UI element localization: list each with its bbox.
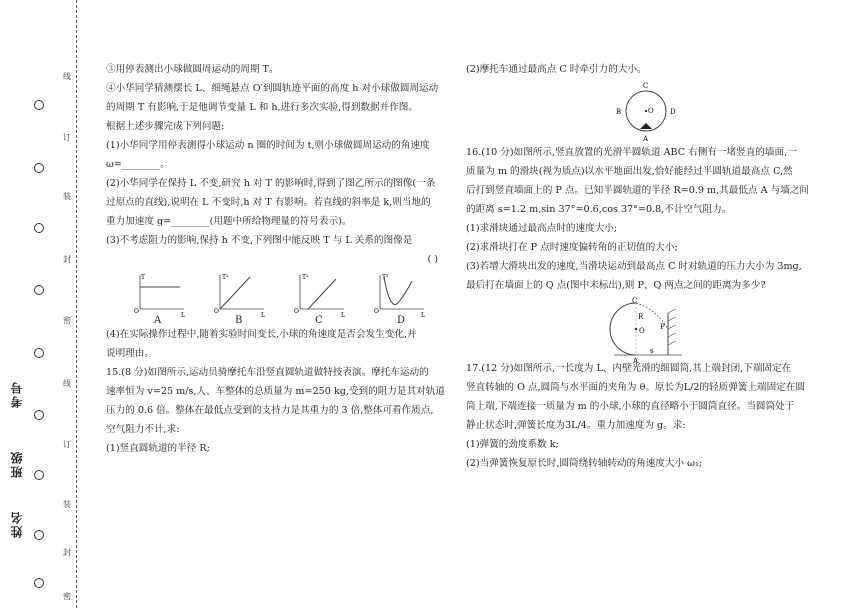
binding-char: 封: [63, 255, 71, 264]
left-column: [106, 60, 456, 458]
text-line: (2)小华同学在保持 L 不变,研究 h 对 T 的影响时,得到了图乙所示的图像(一条: [106, 178, 436, 189]
field-name: 姓名: [10, 510, 24, 538]
fig15-label-c: C: [643, 82, 649, 90]
text-line: (3)若增大滑块出发的速度,当滑块运动到最高点 C 时对轨道的压力大小为 3mg,: [466, 261, 802, 272]
binding-hole: [34, 410, 44, 420]
text-line: (2)当弹簧恢复原长时,圆筒绕转轴转动的角速度大小 ω₁;: [466, 458, 703, 469]
figure-15: [466, 79, 818, 143]
text-line: [466, 378, 818, 397]
fig15-label-a: A: [643, 135, 649, 143]
binding-hole: [34, 163, 44, 173]
text-fragment: 的轻质弹簧上端固定在圆: [699, 382, 805, 393]
binding-char: 订: [63, 440, 71, 449]
text-line: (4)在实际操作过程中,随着实验时间变长,小球的角速度是否会发生变化,并: [106, 329, 417, 340]
text-line: 质量为 m 的滑块(视为质点)以水平地面出发,恰好能经过半圆轨道最高点 C,然: [466, 166, 793, 177]
graph-d-label: D: [397, 315, 406, 326]
binding-char: 线: [63, 379, 71, 388]
text-line: (2)求滑块打在 P 点时速度偏转角的正切值的大小;: [466, 242, 678, 253]
text-line: 的距离 s=1.2 m,sin 37°=0.6,cos 37°=0.8,不计空气阻力。: [466, 204, 732, 215]
fig16-label-c: C: [632, 297, 638, 305]
text-line: 说明理由。: [106, 348, 154, 359]
binding-hole: [34, 348, 44, 358]
fig15-label-b: B: [616, 108, 622, 116]
binding-char: 订: [63, 133, 71, 142]
text-line: ③用停表测出小球做圆周运动的周期 T。: [106, 64, 279, 75]
fig15-label-o: O: [648, 107, 654, 115]
right-column: [466, 60, 818, 473]
text-line: (1)竖直圆轨道的半径 R;: [106, 443, 210, 454]
fraction-three-quarter-l: 3L/4: [565, 420, 587, 431]
svg-text:T: T: [141, 274, 146, 281]
binding-dashed-line: [76, 0, 77, 608]
text-line: 的周期 T 有影响,于是他调节变量 L 和 h,进行多次实验,得到数据并作图。: [106, 102, 418, 113]
text-line: 15.(8 分)如图所示,运动员骑摩托车沿竖直圆轨道做特技表演。摩托车运动的: [106, 367, 429, 378]
binding-hole: [34, 223, 44, 233]
binding-hole: [34, 530, 44, 540]
binding-char: 密: [63, 316, 71, 325]
binding-char: 封: [63, 548, 71, 557]
fig16-label-r: R: [638, 313, 644, 321]
svg-text:O: O: [294, 308, 299, 315]
text-line: ω=________。: [106, 159, 170, 170]
graph-options: [106, 269, 456, 325]
text-line: 16.(10 分)如图所示,竖直放置的光滑半圆轨道 ABC 右侧有一堵竖直的墙面,一: [466, 147, 797, 158]
text-line: 过原点的直线),说明在 L 不变时,h 对 T 有影响。若直线的斜率是 k,则当地的: [106, 197, 431, 208]
binding-char: 线: [63, 72, 71, 81]
text-line: 重力加速度 g=________(用题中所给物理量的符号表示)。: [106, 216, 352, 227]
fig16-label-a: A: [633, 357, 639, 365]
svg-text:O: O: [214, 308, 219, 315]
svg-text:T²: T²: [222, 274, 229, 281]
binding-hole: [34, 100, 44, 110]
fig16-label-p: P: [660, 323, 665, 331]
motorcycle-loop-diagram: [466, 79, 818, 143]
binding-char: 装: [63, 500, 71, 509]
binding-char: 装: [63, 192, 71, 201]
graph-a-label: A: [154, 315, 162, 326]
text-line: (3)不考虑阻力的影响,保持 h 不变,下列图中能反映 T 与 L 关系的图像是: [106, 235, 413, 246]
text-line: 后打到竖直墙面上的 P 点。已知半圆轨道的半径 R=0.9 m,其最低点 A 与墙之间: [466, 185, 809, 196]
graph-b-label: B: [235, 315, 243, 326]
svg-text:L: L: [341, 312, 345, 319]
text-line: 空气阻力不计,求:: [106, 424, 180, 435]
svg-text:T²: T²: [302, 274, 309, 281]
figure-16: [466, 295, 818, 365]
svg-text:O: O: [134, 308, 139, 315]
text-fragment: 。重力加速度为 g。求:: [586, 420, 686, 431]
text-line: (1)求滑块通过最高点时的速度大小;: [466, 223, 618, 234]
fraction-half-l: L/2: [683, 382, 700, 393]
text-fragment: 静止状态时,弹簧长度为: [466, 420, 565, 431]
fig16-label-o: O: [639, 327, 645, 335]
binding-margin: [0, 0, 100, 608]
answer-parentheses: ( ): [427, 254, 438, 265]
svg-text:T²: T²: [382, 274, 389, 281]
text-line: (2)摩托车通过最高点 C 时牵引力的大小。: [466, 64, 647, 75]
binding-char: 密: [63, 592, 71, 601]
graph-c-label: C: [315, 315, 323, 326]
svg-text:L: L: [261, 312, 265, 319]
semicircle-wall-diagram: [466, 295, 818, 365]
text-line: 17.(12 分)如图所示,一长度为 L、内壁光滑的细圆筒,其上端封闭,下端固定在: [466, 363, 792, 374]
field-class: 班级: [10, 450, 24, 478]
binding-hole: [34, 578, 44, 588]
text-fragment: 竖直转轴的 O 点,圆筒与水平面的夹角为 θ。原长为: [466, 382, 684, 393]
text-line: 根据上述步骤完成下列问题:: [106, 121, 225, 132]
text-line: 速率恒为 v=25 m/s,人、车整体的总质量为 m=250 kg,受到的阻力是其对轨道: [106, 386, 445, 397]
fig15-label-d: D: [670, 108, 676, 116]
text-line: 压力的 0.6 倍。整体在最低点受到的支持力是其重力的 3 倍,整体可看作质点,: [106, 405, 434, 416]
text-line: 筒上端,下端连接一质量为 m 的小球,小球的直径略小于圆筒直径。当圆筒处于: [466, 401, 795, 412]
binding-hole: [34, 470, 44, 480]
text-line: [466, 416, 818, 435]
svg-text:L: L: [181, 312, 185, 319]
svg-text:L: L: [421, 312, 425, 319]
text-line: (1)小华同学用停表测得小球运动 n 圈的时间为 t,则小球做圆周运动的角速度: [106, 140, 430, 151]
text-line: 最后打在墙面上的 Q 点(图中未标出),则 P、Q 两点之间的距离为多少?: [466, 280, 766, 291]
text-line: ④小华同学猜测摆长 L、细绳悬点 O′到圆轨迹平面的高度 h 对小球做圆周运动: [106, 83, 439, 94]
field-exam-number: 考号: [10, 380, 24, 408]
svg-text:O: O: [374, 308, 379, 315]
text-line: (1)弹簧的劲度系数 k;: [466, 439, 559, 450]
binding-hole: [34, 285, 44, 295]
fig16-label-s: s: [650, 347, 654, 355]
